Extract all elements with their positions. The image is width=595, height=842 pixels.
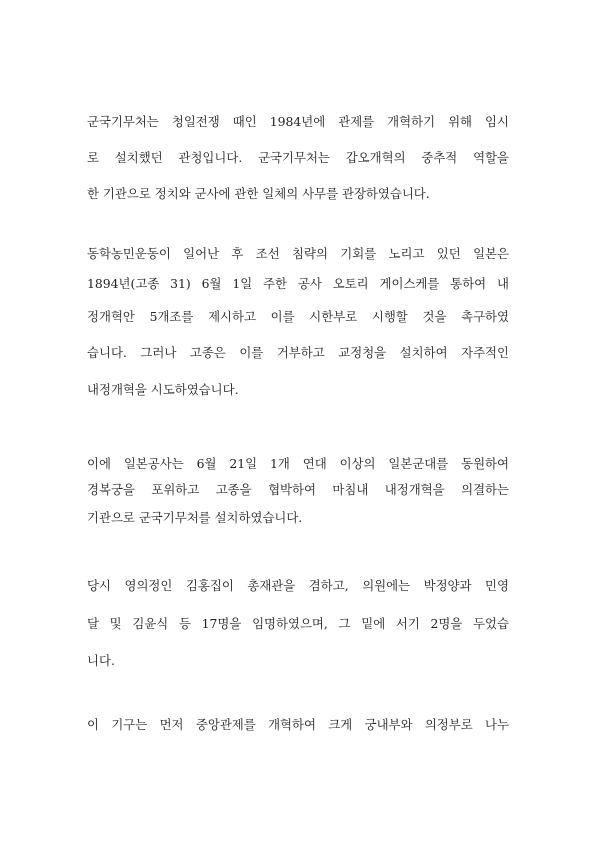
paragraph-2-line-2: 1894년(고종 31) 6월 1일 주한 공사 오토리 게이스케를 통하여 내 (87, 276, 509, 291)
paragraph-2-line-5: 내정개혁을 시도하였습니다. (87, 382, 239, 397)
paragraph-2-line-1: 동학농민운동이 일어난 후 조선 침략의 기회를 노리고 있던 일본은 (87, 246, 509, 261)
paragraph-1-line-3: 한 기관으로 정치와 군사에 관한 일체의 사무를 관장하였습니다. (87, 186, 430, 201)
paragraph-4-line-3: 니다. (87, 653, 115, 668)
paragraph-2-line-4: 습니다. 그러나 고종은 이를 거부하고 교정청을 설치하여 자주적인 (87, 345, 509, 360)
paragraph-4-line-2: 달 및 김윤식 등 17명을 임명하였으며, 그 밑에 서기 2명을 두었습 (87, 616, 509, 631)
paragraph-4-line-1: 당시 영의정인 김홍집이 총재관을 겸하고, 의원에는 박정양과 민영 (87, 578, 509, 593)
paragraph-1-line-2: 로 설치했던 관청입니다. 군국기무처는 갑오개혁의 중추적 역할을 (87, 150, 509, 165)
paragraph-2-line-3: 정개혁안 5개조를 제시하고 이를 시한부로 시행할 것을 촉구하였 (87, 309, 509, 324)
paragraph-3-line-3: 기관으로 군국기무처를 설치하였습니다. (87, 510, 303, 525)
paragraph-3-line-2: 경복궁을 포위하고 고종을 협박하여 마침내 내정개혁을 의결하는 (87, 482, 509, 497)
paragraph-5-line-1: 이 기구는 먼저 중앙관제를 개혁하여 크게 궁내부와 의정부로 나누 (87, 717, 509, 732)
paragraph-3-line-1: 이에 일본공사는 6월 21일 1개 연대 이상의 일본군대를 동원하여 (87, 456, 509, 471)
paragraph-1-line-1: 군국기무처는 청일전쟁 때인 1984년에 관제를 개혁하기 위해 임시 (87, 114, 509, 129)
